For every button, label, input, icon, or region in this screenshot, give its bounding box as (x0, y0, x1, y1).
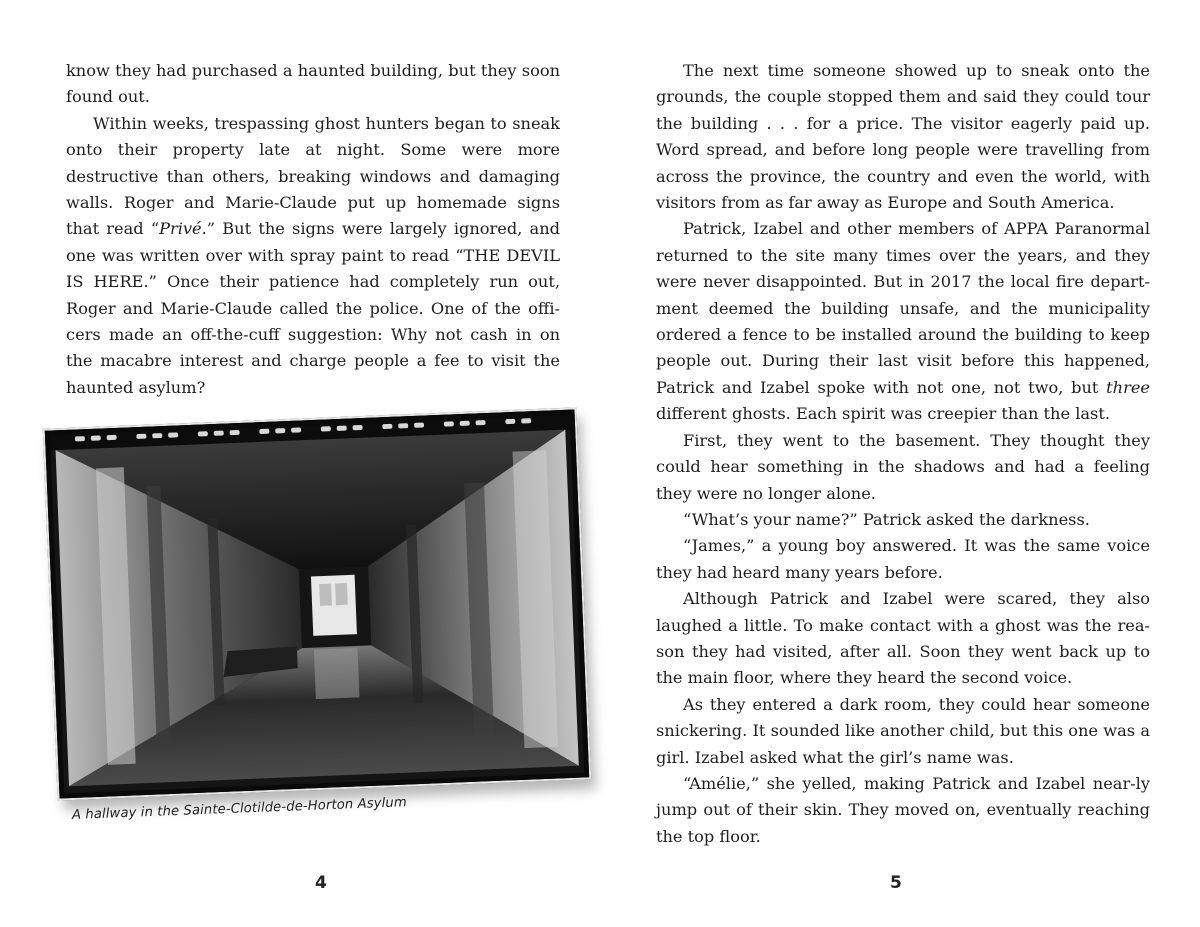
right-paragraph-6: Although Patrick and Izabel were scared, they also laughed a little. To make contact with a ghost was the rea-son they had visited, after all. Soon they went back up to the main floor, where they heard the second voice. (656, 589, 1150, 688)
right-paragraph-2 (656, 216, 1150, 427)
right-paragraph-7: As they entered a dark room, they could hear someone snickering. It sounded like another child, but this one was a girl. Izabel asked what the girl’s name was. (656, 694, 1150, 767)
left-paragraph-2-end: .” But the signs were largely ignored, and one was written over with spray paint to read “THE DEVIL IS HERE.” Once their patience had completely run out, Roger and Marie-Claude called the police. One of the offi-cers made an off-the-cuff suggestion: Why not cash in on the macabre interest and charge people a fee to visit the haunted asylum? (66, 219, 560, 397)
right-page (656, 58, 1150, 850)
hallway-photo (43, 407, 591, 800)
left-paragraph-2 (66, 111, 560, 401)
three-italic: three (1106, 377, 1150, 397)
right-paragraph-2-end: different ghosts. Each spirit was creepier than the last. (656, 404, 1110, 424)
left-paragraph-1: know they had purchased a haunted building, but they soon found out. (66, 61, 560, 107)
left-page (66, 58, 560, 401)
right-paragraph-8: “Amélie,” she yelled, making Patrick and Izabel near-ly jump out of their skin. They moved on, eventually reaching the top floor. (656, 773, 1150, 846)
right-paragraph-5: “James,” a young boy answered. It was the same voice they had heard many years before. (656, 536, 1150, 582)
prive-italic: Privé (159, 219, 202, 239)
left-paragraph-2-start: Within weeks, trespassing ghost hunters began to sneak onto their property late at night. Some were more destructive than others, breaking windows and damaging walls. Roger and Marie-Claude put up homemade signs that read “ (66, 113, 560, 239)
page-number-right: 5 (890, 873, 902, 893)
right-paragraph-4: “What’s your name?” Patrick asked the darkness. (683, 509, 1090, 529)
right-paragraph-3: First, they went to the basement. They thought they could hear something in the shadows and had a feeling they were no longer alone. (656, 430, 1150, 503)
right-paragraph-1: The next time someone showed up to sneak onto the grounds, the couple stopped them and said they could tour the building . . . for a price. The visitor eagerly paid up. Word spread, and before long people were travelling from across the province, the country and even the world, with visitors from as far away as Europe and South America. (656, 61, 1150, 213)
photo-caption: A hallway in the Sainte-Clotilde-de-Horton Asylum (71, 795, 408, 823)
page-number-left: 4 (315, 873, 327, 893)
right-paragraph-2-start: Patrick, Izabel and other members of APPA Paranormal returned to the site many times over the years, and they were never disappointed. But in 2017 the local fire depart-ment deemed the building unsafe, and the municipality ordered a fence to be installed around the building to keep people out. During their last visit before this happened, Patrick and Izabel spoke with not one, not two, but (656, 219, 1150, 397)
